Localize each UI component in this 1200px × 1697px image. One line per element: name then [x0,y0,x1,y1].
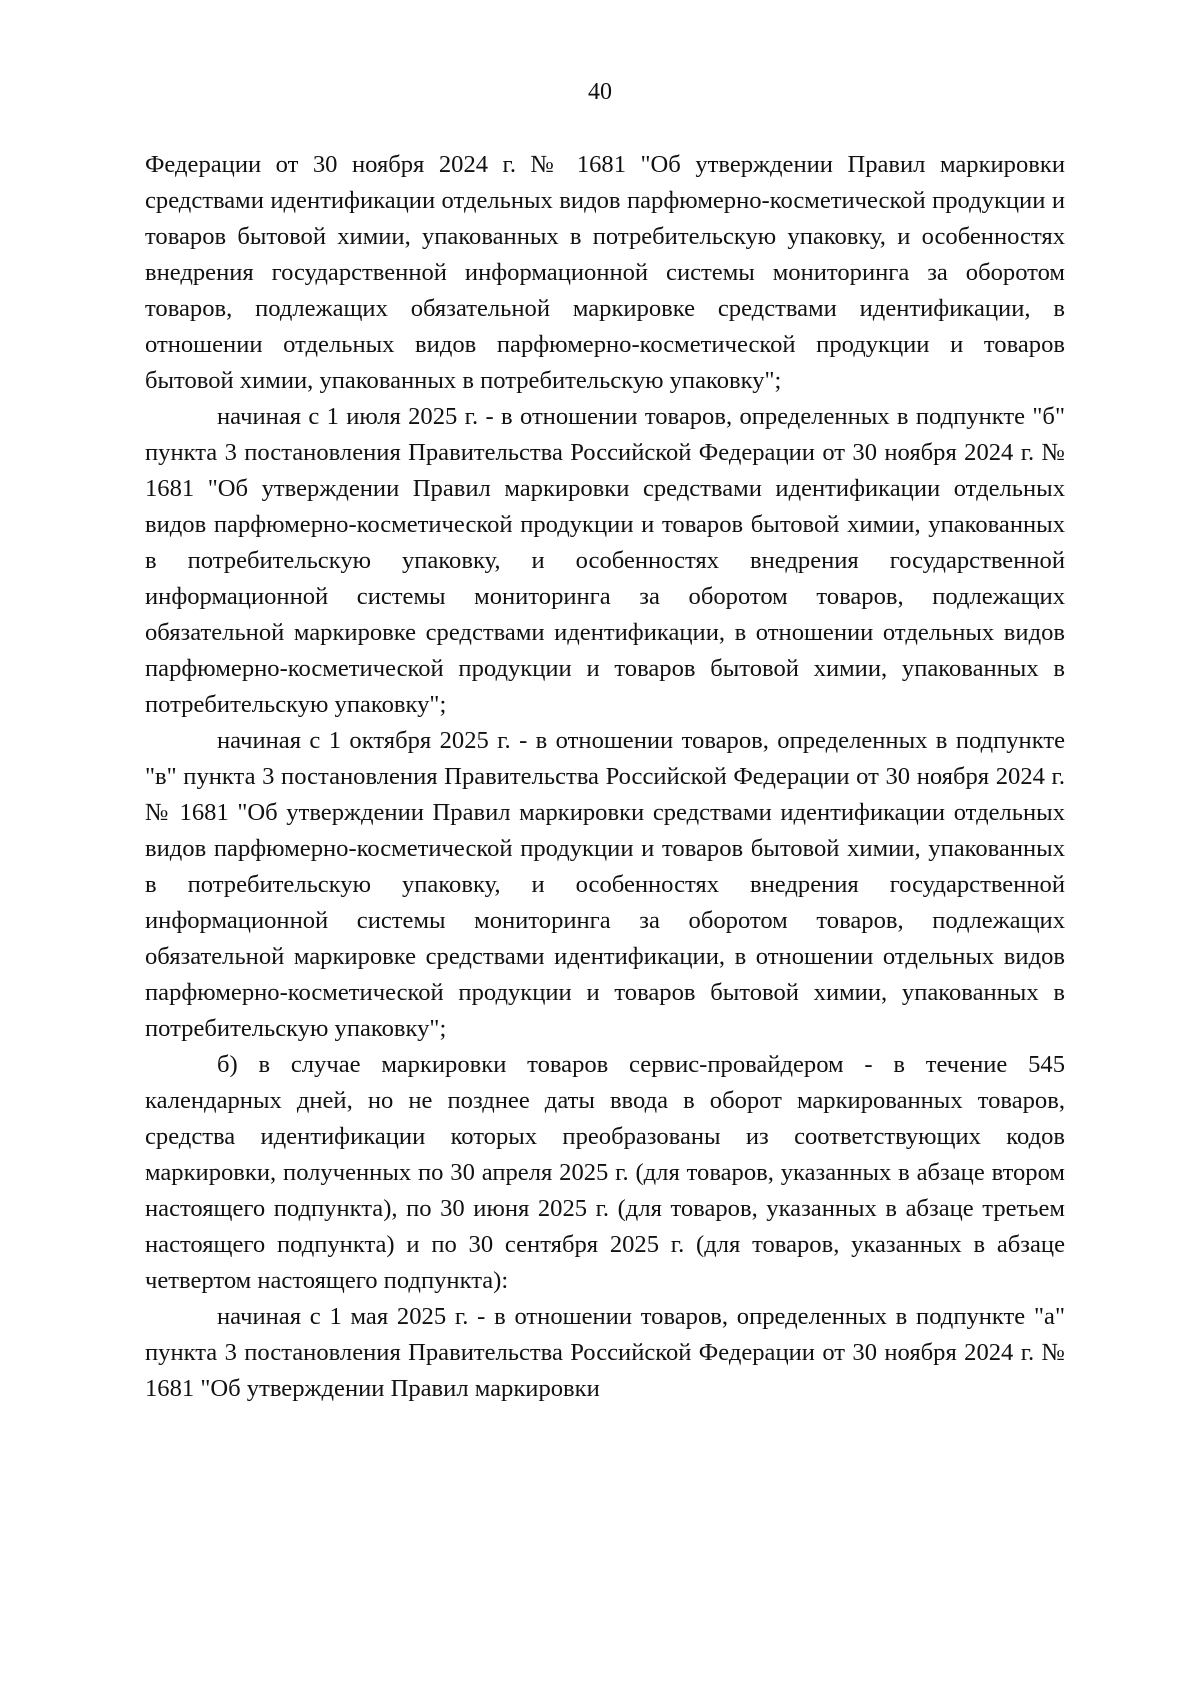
paragraph-october-2025: начиная с 1 октября 2025 г. - в отношении товаров, определенных в подпункте "в" пункта 3 постановления Правительства Российской Федерации от 30 ноября 2024 г. № 1681 "Об утверждении Правил маркировки средствами идентификации отдельных видов парфюмерно-косметической продукции и товаров бытовой химии, упакованных в потребительскую упаковку, и особенностях внедрения государственной информационной системы мониторинга за оборотом товаров, подлежащих обязательной маркировке средствами идентификации, в отношении отдельных видов парфюмерно-косметической продукции и товаров бытовой химии, упакованных в потребительскую упаковку"; [145,727,1065,1042]
paragraph-subpoint-b: б) в случае маркировки товаров сервис-провайдером - в течение 545 календарных дней, но не позднее даты ввода в оборот маркированных товаров, средства идентификации которых преобразованы из соответствующих кодов маркировки, полученных по 30 апреля 2025 г. (для товаров, указанных в абзаце втором настоящего подпункта), по 30 июня 2025 г. (для товаров, указанных в абзаце третьем настоящего подпункта) и по 30 сентября 2025 г. (для товаров, указанных в абзаце четвертом настоящего подпункта): [145,1051,1065,1294]
document-body [145,147,1065,1407]
paragraph-may-2025: начиная с 1 мая 2025 г. - в отношении товаров, определенных в подпункте "а" пункта 3 постановления Правительства Российской Федерации от 30 ноября 2024 г. № 1681 "Об утверждении Правил маркировки [145,1303,1065,1402]
paragraph-july-2025: начиная с 1 июля 2025 г. - в отношении товаров, определенных в подпункте "б" пункта 3 постановления Правительства Российской Федерации от 30 ноября 2024 г. № 1681 "Об утверждении Правил маркировки средствами идентификации отдельных видов парфюмерно-косметической продукции и товаров бытовой химии, упакованных в потребительскую упаковку, и особенностях внедрения государственной информационной системы мониторинга за оборотом товаров, подлежащих обязательной маркировке средствами идентификации, в отношении отдельных видов парфюмерно-косметической продукции и товаров бытовой химии, упакованных в потребительскую упаковку"; [145,403,1065,718]
page-number: 40 [588,79,612,105]
paragraph-continuation: Федерации от 30 ноября 2024 г. № 1681 "Об утверждении Правил маркировки средствами идентификации отдельных видов парфюмерно-косметической продукции и товаров бытовой химии, упакованных в потребительскую упаковку, и особенностях внедрения государственной информационной системы мониторинга за оборотом товаров, подлежащих обязательной маркировке средствами идентификации, в отношении отдельных видов парфюмерно-косметической продукции и товаров бытовой химии, упакованных в потребительскую упаковку"; [145,151,1065,394]
